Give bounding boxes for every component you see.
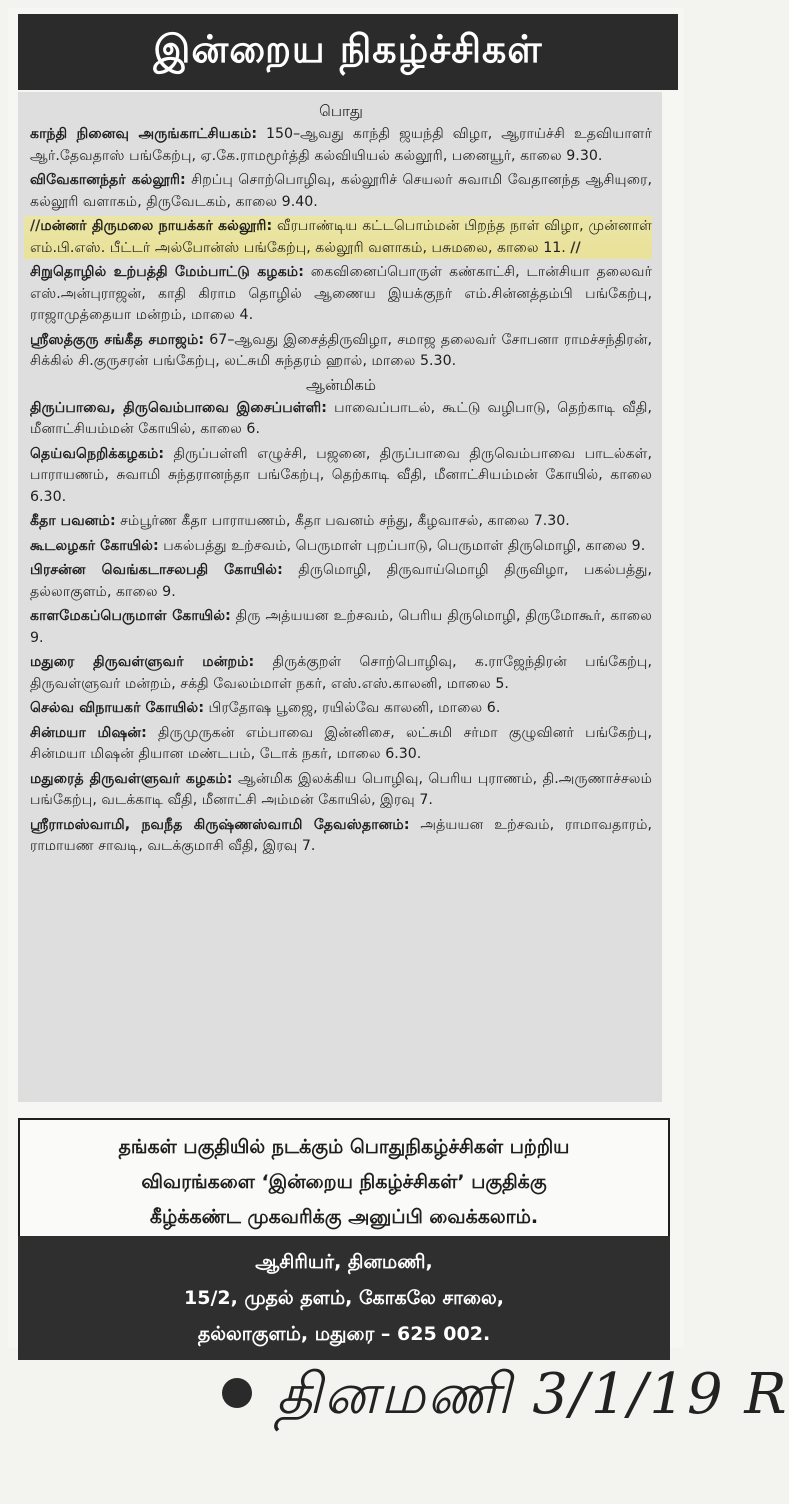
notice-line: தங்கள் பகுதியில் நடக்கும் பொதுநிகழ்ச்சிகள் பற்றிய (118, 1136, 570, 1158)
event-venue: சிறுதொழில் உற்பத்தி மேம்பாட்டு கழகம்: (30, 264, 304, 280)
event-venue: மதுரை திருவள்ளுவர் மன்றம்: (30, 654, 255, 670)
event-entry (30, 262, 652, 327)
event-entry (30, 815, 652, 858)
event-details: அத்யயன உற்சவம், ராமாவதாரம், ராமாயண சாவடி, வடக்குமாசி வீதி, இரவு 7. (30, 816, 653, 854)
event-venue: ஸ்ரீராமஸ்வாமி, நவநீத கிருஷ்ணஸ்வாமி தேவஸ்தானம்: (30, 816, 410, 833)
event-entry (30, 444, 652, 509)
event-entry-highlighted (24, 216, 652, 259)
event-venue: மதுரைத் திருவள்ளுவர் கழகம்: (30, 770, 233, 787)
event-venue: தெய்வநெறிக்கழகம்: (30, 445, 165, 462)
event-details: திருமுருகன் எம்பாவை இன்னிசை, லட்சுமி சர்மா குழுவினர் பங்கேற்பு, சின்மயா மிஷன் தியான மண்டபம், டோக் நகர், மாலை 6.30. (30, 724, 652, 762)
event-entry (30, 769, 652, 812)
event-venue: மன்னர் திருமலை நாயக்கர் கல்லூரி: (40, 218, 273, 234)
event-venue: ஸ்ரீஸத்குரு சங்கீத சமாஜம்: (30, 331, 205, 348)
event-venue: சின்மயா மிஷன்: (30, 724, 147, 741)
event-entry (30, 170, 652, 213)
handwritten-text: தினமணி 3/1/19 R (276, 1362, 789, 1427)
notice-line: கீழ்க்கண்ட முகவரிக்கு அனுப்பி வைக்கலாம். (149, 1206, 539, 1228)
event-details: சிறப்பு சொற்பொழிவு, கல்லூரிச் செயலர் சுவாமி வேதானந்த ஆசியுரை, கல்லூரி வளாகம், திருவேடகம், காலை 9.40. (30, 172, 652, 210)
event-details: பாவைப்பாடல், கூட்டு வழிபாடு, தெற்காடி வீதி, மீனாட்சியம்மன் கோயில், காலை 6. (30, 399, 652, 437)
notice-line: விவரங்களை ‘இன்றைய நிகழ்ச்சிகள்’ பகுதிக்கு (141, 1171, 547, 1193)
event-details: 150–ஆவது காந்தி ஜயந்தி விழா, ஆராய்ச்சி உதவியாளர் ஆர்.தேவதாஸ் பங்கேற்பு, ஏ.கே.ராமமூர்த்தி கல்வியியல் கல்லூரி, பனையூர், காலை 9.30. (30, 126, 652, 164)
event-entry (30, 723, 652, 766)
section-spiritual (30, 376, 652, 858)
event-entry (30, 536, 652, 558)
event-details: சம்பூர்ண கீதா பாராயணம், கீதா பவனம் சந்து, கீழவாசல், காலை 7.30. (115, 513, 570, 529)
ink-dot (222, 1378, 252, 1408)
event-venue: காந்தி நினைவு அருங்காட்சியகம்: (30, 126, 258, 142)
event-venue: செல்வ விநாயகர் கோயில்: (30, 700, 205, 716)
event-venue: திருப்பாவை, திருவெம்பாவை இசைப்பள்ளி: (30, 399, 327, 416)
events-listing (18, 92, 662, 1102)
pen-mark-end: // (570, 239, 581, 256)
page-title: இன்றைய நிகழ்ச்சிகள் (153, 27, 543, 71)
event-details: வீரபாண்டிய கட்டபொம்மன் பிறந்த நாள் விழா, முன்னாள் எம்.பி.எஸ். பீட்டர் அல்போன்ஸ் பங்கேற்பு, கல்லூரி வளாகம், பசுமலை, காலை 11. (30, 218, 652, 256)
section-general (30, 102, 652, 373)
event-details: பகல்பத்து உற்சவம், பெருமாள் புறப்பாடு, பெருமாள் திருமொழி, காலை 9. (158, 537, 646, 554)
event-venue: கீதா பவனம்: (30, 513, 116, 529)
event-entry (30, 652, 652, 695)
event-entry (30, 398, 652, 441)
event-venue: பிரசன்ன வெங்கடாசலபதி கோயில்: (30, 562, 283, 578)
event-venue: விவேகானந்தர் கல்லூரி: (30, 172, 186, 188)
event-details: ஆன்மிக இலக்கிய பொழிவு, பெரிய புராணம், தி.அருணாச்சலம் பங்கேற்பு, வடக்காடி வீதி, மீனாட்சி அம்மன் கோயில், இரவு 7. (30, 770, 652, 808)
title-banner (18, 14, 678, 90)
event-entry (30, 698, 652, 720)
address-line: ஆசிரியர், தினமணி, (255, 1251, 433, 1273)
event-entry (30, 560, 652, 603)
event-entry (30, 330, 652, 373)
event-details: 67–ஆவது இசைத்திருவிழா, சமாஜ தலைவர் சோபனா ராமச்சந்திரன், சிக்கில் சி.குருசரன் பங்கேற்பு, லட்சுமி சுந்தரம் ஹால், மாலை 5.30. (30, 331, 652, 369)
event-details: கைவினைப்பொருள் கண்காட்சி, டான்சியா தலைவர் எஸ்.அன்புராஜன், காதி கிராம தொழில் ஆணைய இயக்குநர் எம்.சின்னத்தம்பி பங்கேற்பு, ராஜாமுத்தையா மன்றம், மாலை 4. (30, 264, 653, 323)
event-details: திருப்பள்ளி எழுச்சி, பஜனை, திருப்பாவை திருவெம்பாவை பாடல்கள், பாராயணம், சுவாமி சுந்தரானந்தா பங்கேற்பு, தெற்காடி வீதி, மீனாட்சியம்மன் கோயில், காலை 6.30. (30, 445, 652, 505)
handwritten-annotation (276, 1362, 789, 1462)
event-entry (30, 606, 652, 649)
event-entry (30, 511, 652, 533)
submission-notice (18, 1118, 670, 1236)
pen-mark-start: // (30, 218, 41, 234)
section-heading: ஆன்மிகம் (306, 375, 376, 394)
event-details: திருமொழி, திருவாய்மொழி திருவிழா, பகல்பத்து, தல்லாகுளம், காலை 9. (30, 562, 653, 600)
event-venue: காளமேகப்பெருமாள் கோயில்: (30, 608, 231, 624)
event-details: பிரதோஷ பூஜை, ரயில்வே காலனி, மாலை 6. (204, 700, 501, 716)
event-details: திருக்குறள் சொற்பொழிவு, க.ராஜேந்திரன் பங்கேற்பு, திருவள்ளுவர் மன்றம், சக்தி வேலம்மாள் நகர், எஸ்.எஸ்.காலனி, மாலை 5. (30, 654, 652, 692)
address-line: தல்லாகுளம், மதுரை – 625 002. (197, 1323, 491, 1345)
event-venue: கூடலழகர் கோயில்: (30, 537, 159, 554)
editor-address (18, 1236, 670, 1360)
event-details: திரு அத்யயன உற்சவம், பெரிய திருமொழி, திருமோகூர், காலை 9. (30, 608, 652, 646)
address-line: 15/2, முதல் தளம், கோகலே சாலை, (184, 1287, 504, 1309)
section-heading: பொது (319, 102, 363, 120)
event-entry (30, 124, 652, 167)
